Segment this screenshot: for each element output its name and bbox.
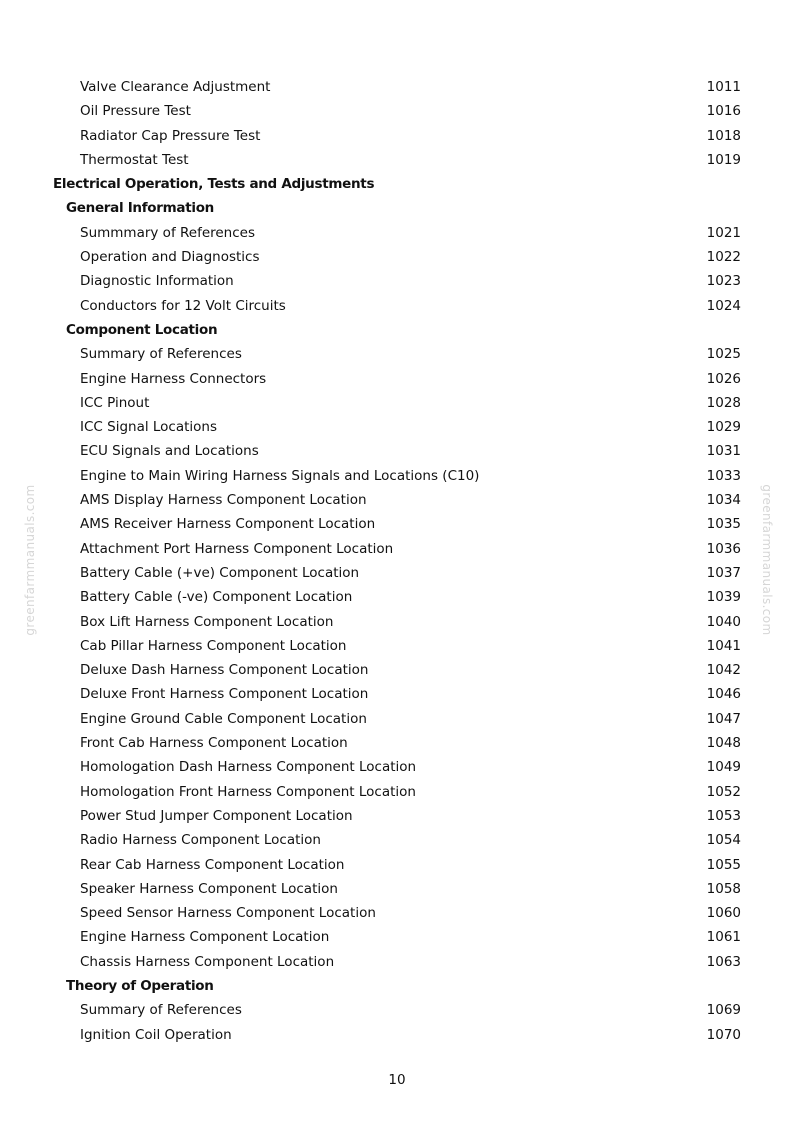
toc-entry-page-number: 1048 — [706, 735, 741, 752]
toc-entry[interactable] — [0, 221, 794, 245]
toc-entry-title: Summary of References — [80, 346, 242, 363]
toc-entry-page-number: 1041 — [706, 637, 741, 654]
toc-entry-title: Battery Cable (+ve) Component Location — [80, 564, 360, 581]
toc-entry-page-number: 1052 — [706, 783, 741, 800]
toc-entry-title: Summary of References — [80, 1002, 242, 1019]
toc-entry-title: AMS Display Harness Component Location — [80, 492, 367, 509]
toc-entry[interactable] — [0, 998, 794, 1022]
toc-entry-page-number: 1025 — [706, 346, 741, 363]
toc-entry[interactable] — [0, 828, 794, 852]
toc-entry-title: Box Lift Harness Component Location — [80, 613, 334, 630]
toc-entry-page-number: 1046 — [706, 686, 741, 703]
toc-entry[interactable] — [0, 439, 794, 463]
toc-entry[interactable] — [0, 124, 794, 148]
toc-entry-page-number: 1069 — [706, 1002, 741, 1019]
toc-entry-page-number: 1028 — [706, 394, 741, 411]
toc-entry-title: ECU Signals and Locations — [80, 443, 259, 460]
toc-entry-page-number: 1049 — [706, 759, 741, 776]
toc-entry-title: Power Stud Jumper Component Location — [80, 807, 353, 824]
toc-section-heading — [0, 172, 794, 196]
toc-entry-title: ICC Signal Locations — [80, 419, 218, 436]
toc-entry-page-number: 1016 — [706, 103, 741, 120]
toc-entry[interactable] — [0, 950, 794, 974]
toc-entry-title: Deluxe Dash Harness Component Location — [80, 662, 369, 679]
toc-entry[interactable] — [0, 245, 794, 269]
page-number: 10 — [388, 1072, 406, 1088]
toc-entry-page-number: 1019 — [706, 151, 741, 168]
toc-entry-title: Cab Pillar Harness Component Location — [80, 637, 347, 654]
toc-entry-title: Battery Cable (-ve) Component Location — [80, 589, 353, 606]
toc-entry[interactable] — [0, 75, 794, 99]
toc-entry[interactable] — [0, 877, 794, 901]
toc-entry[interactable] — [0, 537, 794, 561]
toc-entry-page-number: 1070 — [706, 1026, 741, 1043]
toc-entry-title: Ignition Coil Operation — [80, 1026, 232, 1043]
toc-entry-title: Engine Ground Cable Component Location — [80, 710, 367, 727]
toc-entry-title: Engine to Main Wiring Harness Signals and Locations (C10) — [80, 467, 480, 484]
toc-entry-title: Engine Harness Connectors — [80, 370, 267, 387]
toc-entry-title: AMS Receiver Harness Component Location — [80, 516, 376, 533]
toc-entry-title: Conductors for 12 Volt Circuits — [80, 297, 286, 314]
toc-entry-page-number: 1031 — [706, 443, 741, 460]
toc-entry-page-number: 1053 — [706, 807, 741, 824]
table-of-contents — [0, 75, 794, 1047]
toc-entry[interactable] — [0, 367, 794, 391]
toc-entry[interactable] — [0, 148, 794, 172]
toc-entry-page-number: 1022 — [706, 249, 741, 266]
toc-entry-page-number: 1026 — [706, 370, 741, 387]
toc-entry[interactable] — [0, 731, 794, 755]
toc-entry-page-number: 1011 — [706, 79, 741, 95]
toc-entry-title: Speaker Harness Component Location — [80, 880, 338, 897]
toc-entry[interactable] — [0, 294, 794, 318]
toc-entry[interactable] — [0, 1023, 794, 1047]
toc-entry[interactable] — [0, 853, 794, 877]
toc-entry-page-number: 1029 — [706, 419, 741, 436]
toc-entry[interactable] — [0, 658, 794, 682]
toc-entry-title: Radio Harness Component Location — [80, 832, 321, 849]
toc-subsection-heading — [0, 196, 794, 220]
toc-entry-title: Homologation Front Harness Component Location — [80, 783, 416, 800]
toc-subsection-heading — [0, 974, 794, 998]
toc-entry[interactable] — [0, 99, 794, 123]
toc-entry-page-number: 1042 — [706, 662, 741, 679]
toc-entry-page-number: 1060 — [706, 905, 741, 922]
toc-entry[interactable] — [0, 269, 794, 293]
toc-entry[interactable] — [0, 804, 794, 828]
toc-entry-page-number: 1035 — [706, 516, 741, 533]
toc-entry-title: Attachment Port Harness Component Location — [80, 540, 394, 557]
toc-entry-title: Front Cab Harness Component Location — [80, 735, 348, 752]
toc-entry-page-number: 1055 — [706, 856, 741, 873]
toc-entry-page-number: 1034 — [706, 492, 741, 509]
toc-entry-page-number: 1033 — [706, 467, 741, 484]
toc-entry-title: Chassis Harness Component Location — [80, 953, 335, 970]
toc-entry[interactable] — [0, 512, 794, 536]
toc-entry[interactable] — [0, 488, 794, 512]
toc-entry[interactable] — [0, 925, 794, 949]
toc-entry[interactable] — [0, 901, 794, 925]
toc-entry[interactable] — [0, 464, 794, 488]
toc-entry-title: Electrical Operation, Tests and Adjustments — [53, 176, 375, 193]
toc-entry-title: Speed Sensor Harness Component Location — [80, 905, 376, 922]
toc-entry-title: Oil Pressure Test — [80, 103, 191, 120]
toc-entry-title: Homologation Dash Harness Component Location — [80, 759, 417, 776]
toc-entry-title: Diagnostic Information — [80, 273, 234, 290]
watermark-right: greenfarmmanuals.com — [760, 484, 774, 636]
toc-entry[interactable] — [0, 755, 794, 779]
toc-entry-page-number: 1040 — [706, 613, 741, 630]
toc-entry-page-number: 1061 — [706, 929, 741, 946]
toc-entry[interactable] — [0, 391, 794, 415]
toc-entry-page-number: 1021 — [706, 224, 741, 241]
toc-entry-page-number: 1039 — [706, 589, 741, 606]
toc-subsection-heading — [0, 318, 794, 342]
toc-entry-page-number: 1063 — [706, 953, 741, 970]
toc-entry-title: Summmary of References — [80, 224, 255, 241]
toc-entry[interactable] — [0, 780, 794, 804]
toc-entry-title: Theory of Operation — [66, 977, 214, 994]
toc-entry-title: Operation and Diagnostics — [80, 249, 260, 266]
toc-entry[interactable] — [0, 610, 794, 634]
toc-entry-page-number: 1036 — [706, 540, 741, 557]
toc-entry[interactable] — [0, 682, 794, 706]
toc-entry-title: Component Location — [66, 321, 218, 338]
toc-entry-title: Radiator Cap Pressure Test — [80, 127, 261, 144]
watermark-left: greenfarmmanuals.com — [23, 484, 37, 636]
toc-entry-title: Thermostat Test — [80, 151, 189, 168]
toc-entry-title: ICC Pinout — [80, 394, 150, 411]
toc-entry[interactable] — [0, 342, 794, 366]
toc-entry[interactable] — [0, 415, 794, 439]
toc-entry-page-number: 1037 — [706, 564, 741, 581]
toc-entry[interactable] — [0, 585, 794, 609]
toc-entry-title: Engine Harness Component Location — [80, 929, 330, 946]
toc-entry[interactable] — [0, 561, 794, 585]
toc-entry-page-number: 1058 — [706, 880, 741, 897]
toc-entry[interactable] — [0, 634, 794, 658]
toc-entry-title: Rear Cab Harness Component Location — [80, 856, 345, 873]
toc-entry-title: Valve Clearance Adjustment — [80, 79, 271, 95]
toc-entry-page-number: 1018 — [706, 127, 741, 144]
toc-entry-page-number: 1054 — [706, 832, 741, 849]
toc-entry[interactable] — [0, 707, 794, 731]
toc-entry-title: Deluxe Front Harness Component Location — [80, 686, 369, 703]
toc-entry-title: General Information — [66, 200, 214, 217]
toc-entry-page-number: 1047 — [706, 710, 741, 727]
toc-entry-page-number: 1024 — [706, 297, 741, 314]
toc-entry-page-number: 1023 — [706, 273, 741, 290]
